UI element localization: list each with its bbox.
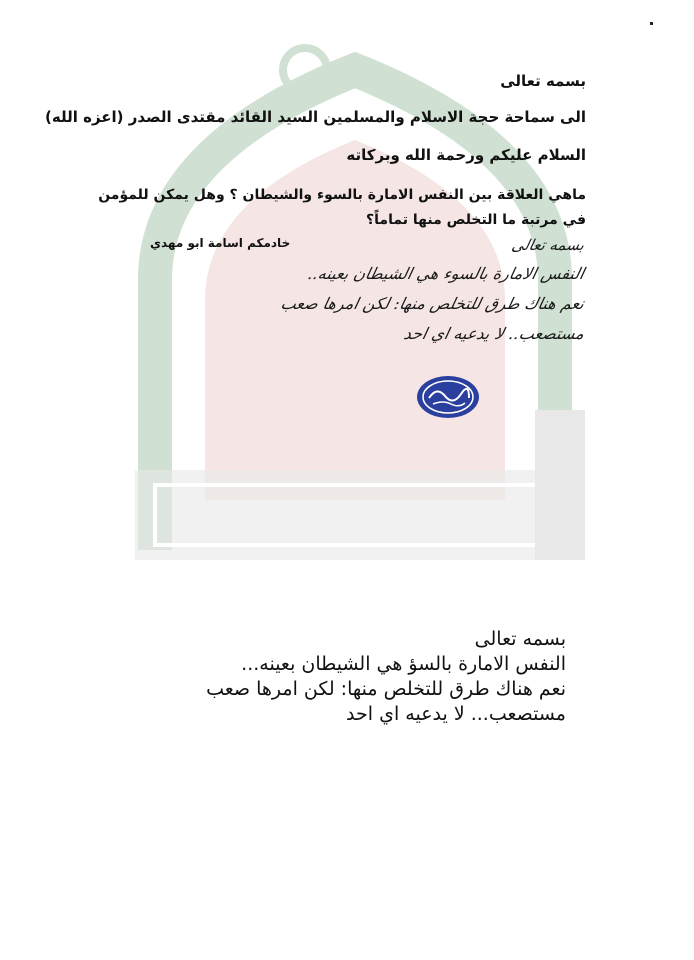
letter-greeting: السلام عليكم ورحمة الله وبركاته: [346, 146, 586, 164]
speck: [650, 22, 653, 25]
handwritten-line-2: نعم هناك طرق للتخلص منها: لكن امرها صعب: [278, 294, 587, 313]
transcript-line-1: بسمه تعالى: [474, 628, 566, 650]
transcript-line-3: نعم هناك طرق للتخلص منها: لكن امرها صعب: [206, 678, 566, 700]
handwritten-line-3: مستصعب.. لا يدعيه اي احد: [401, 324, 587, 343]
handwritten-basmala: بسمه تعالى: [509, 236, 586, 254]
letter-sender: خادمكم اسامة ابو مهدي: [150, 236, 291, 250]
letter-basmala: بسمه تعالى: [500, 72, 586, 90]
transcript-line-4: مستصعب... لا يدعيه اي احد: [346, 703, 566, 725]
transcript-line-2: النفس الامارة بالسؤ هي الشيطان بعينه...: [241, 653, 566, 675]
official-seal: [415, 374, 481, 420]
letter-addressee: الى سماحة حجة الاسلام والمسلمين السيد القائد مقتدى الصدر (اعزه الله): [45, 108, 586, 126]
handwritten-line-1: النفس الامارة بالسوء هي الشيطان بعينه..: [305, 264, 587, 283]
letter-question: ماهي العلاقة بين النفس الامارة بالسوء والشيطان ؟ وهل يمكن للمؤمن في مرتبة ما التخلص منها تماماً؟: [98, 187, 586, 228]
